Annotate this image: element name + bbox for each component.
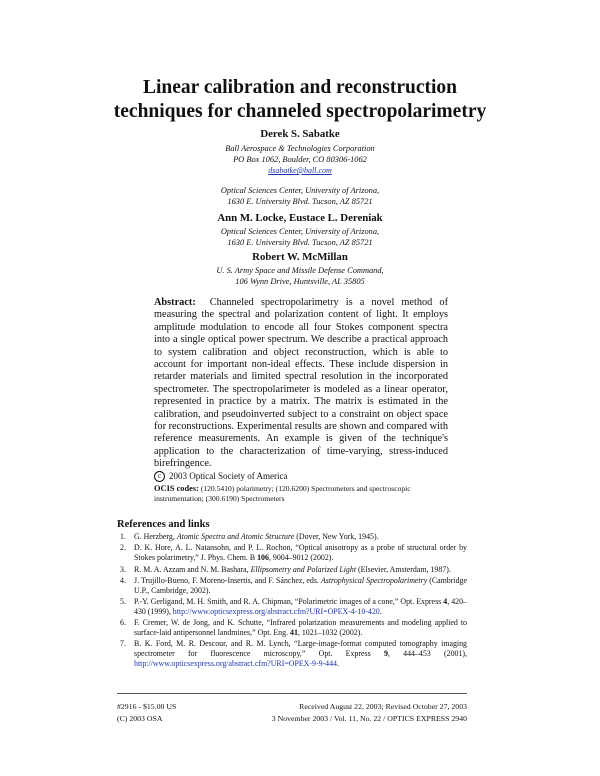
reference-number: 4. bbox=[120, 575, 126, 585]
author-2: Ann M. Locke, Eustace L. Dereniak bbox=[217, 212, 383, 224]
ocis-text: (120.5410) polarimetry; (120.6200) Spectrometers and spectroscopic instrumentation; (300.6190) Spectrometers bbox=[154, 484, 411, 503]
reference-item: 6. F. Cremer, W. de Jong, and K. Schutte, “Infrared polarization measurements and modeling applied to surface-laid antipersonnel landmines,” Opt. Eng. 41, 1021–1032 (2002). bbox=[120, 618, 467, 638]
reference-number: 7. bbox=[120, 639, 126, 649]
abstract-label: Abstract: bbox=[154, 297, 196, 308]
affiliation-1b bbox=[0, 185, 600, 207]
title-line-1: Linear calibration and reconstruction bbox=[143, 77, 457, 98]
abstract bbox=[154, 297, 448, 471]
footer-rule bbox=[117, 693, 467, 694]
author-3: Robert W. McMillan bbox=[252, 251, 348, 263]
abstract-text: Channeled spectropolarimetry is a novel method of measuring the spectral and polarization content of light. It employs amplitude modulation to encode all four Stokes component spectra into a single optical power spectrum. We describe a practical approach to system calibration and object reconstruction, which is able to account for important non-ideal effects. These include dispersion in retarder materials and limited spectral resolution in the incorporated spectrometer. The spectropolarimeter is modeled as a linear operator, represented in practice by a matrix. The matrix is estimated in the calibration, and pseudoinverted subject to a constraint on object space for reconstructions. Experimental results are shown and compared with reference measurements. An example is given of the technique's application to the characterization of time-varying, stress-induced birefringence. bbox=[154, 297, 448, 470]
affiliation-1 bbox=[0, 143, 600, 165]
reference-number: 6. bbox=[120, 618, 126, 628]
footer-line-1 bbox=[117, 702, 467, 711]
affiliation-1-line-1: Ball Aerospace & Technologies Corporation bbox=[225, 144, 375, 153]
affiliation-1-line-2: PO Box 1062, Boulder, CO 80306-1062 bbox=[233, 155, 367, 164]
ocis-codes bbox=[154, 484, 450, 503]
affiliation-1b-line-1: Optical Sciences Center, University of Arizona, bbox=[220, 186, 380, 195]
footer-citation: 3 November 2003 / Vol. 11, No. 22 / OPTICS EXPRESS 2940 bbox=[271, 714, 467, 723]
ocis-label: OCIS codes: bbox=[154, 484, 199, 493]
affiliation-2-line-1: Optical Sciences Center, University of Arizona, bbox=[220, 227, 380, 236]
paper-title bbox=[0, 76, 600, 124]
affiliation-3-line-2: 106 Wynn Drive, Huntsville, AL 35805 bbox=[235, 277, 365, 286]
reference-item: 1. G. Herzberg, Atomic Spectra and Atomic Structure (Dover, New York, 1945). bbox=[120, 532, 379, 541]
reference-link[interactable]: http://www.opticsexpress.org/abstract.cfm?URI=OPEX-4-10-420 bbox=[172, 606, 380, 616]
reference-item: 4. J. Trujillo-Bueno, F. Moreno-Insertis, and F. Sánchez, eds. Astrophysical Spectropolarimetry (Cambridge U.P., Cambridge, 2002). bbox=[120, 575, 467, 595]
footer-line-2 bbox=[117, 714, 467, 723]
author-1: Derek S. Sabatke bbox=[260, 128, 340, 140]
affiliation-3 bbox=[0, 265, 600, 287]
reference-item: 5. P.-Y. Gerligand, M. H. Smith, and R. A. Chipman, “Polarimetric images of a cone,” Opt. Express 4, 420–430 (1999), http://www.opticsexpress.org/abstract.cfm?URI=OPEX-4-10-420. bbox=[120, 597, 467, 616]
affiliation-2-line-2: 1630 E. University Blvd. Tucson, AZ 85721 bbox=[227, 238, 373, 247]
reference-number: 5. bbox=[120, 597, 126, 606]
references-list bbox=[117, 532, 467, 671]
title-line-2: techniques for channeled spectropolarimetry bbox=[113, 101, 487, 122]
references-heading: References and links bbox=[117, 519, 210, 530]
footer-received: Received August 22, 2003; Revised October 27, 2003 bbox=[299, 702, 467, 711]
affiliation-3-line-1: U. S. Army Space and Missile Defense Command, bbox=[216, 266, 384, 275]
reference-link[interactable]: http://www.opticsexpress.org/abstract.cfm?URI=OPEX-9-9-444 bbox=[134, 659, 337, 669]
reference-item: 7. B. K. Ford, M. R. Descour, and R. M. Lynch, “Large-image-format computed tomography imaging spectrometer for fluorescence microscopy,” Opt. Express 9, 444–453 (2001), http://www.opticsexpress.org/abstract.cfm?URI=OPEX-9-9-444. bbox=[120, 639, 468, 669]
reference-number: 3. bbox=[120, 564, 126, 574]
author-email-link[interactable]: dsabatke@ball.com bbox=[268, 166, 332, 175]
reference-item: 2. D. K. Hore, A. L. Natansohn, and P. L. Rochon, “Optical anisotropy as a probe of structural order by Stokes polarimetry,” J. Phys. Chem. B 106, 9004–9012 (2002). bbox=[120, 543, 467, 563]
copyright-notice bbox=[154, 471, 287, 482]
footer-price: #2916 - $15.00 US bbox=[117, 702, 177, 711]
reference-number: 1. bbox=[120, 532, 126, 541]
copyright-text: 2003 Optical Society of America bbox=[169, 471, 288, 481]
affiliation-1b-line-2: 1630 E. University Blvd. Tucson, AZ 85721 bbox=[227, 197, 373, 206]
footer-osa: (C) 2003 OSA bbox=[117, 714, 163, 723]
reference-number: 2. bbox=[120, 543, 126, 553]
copyright-symbol: c bbox=[154, 471, 165, 482]
reference-item: 3. R. M. A. Azzam and N. M. Bashara, Ellipsometry and Polarized Light (Elsevier, Amsterdam, 1987). bbox=[120, 564, 451, 574]
affiliation-2 bbox=[0, 226, 600, 248]
